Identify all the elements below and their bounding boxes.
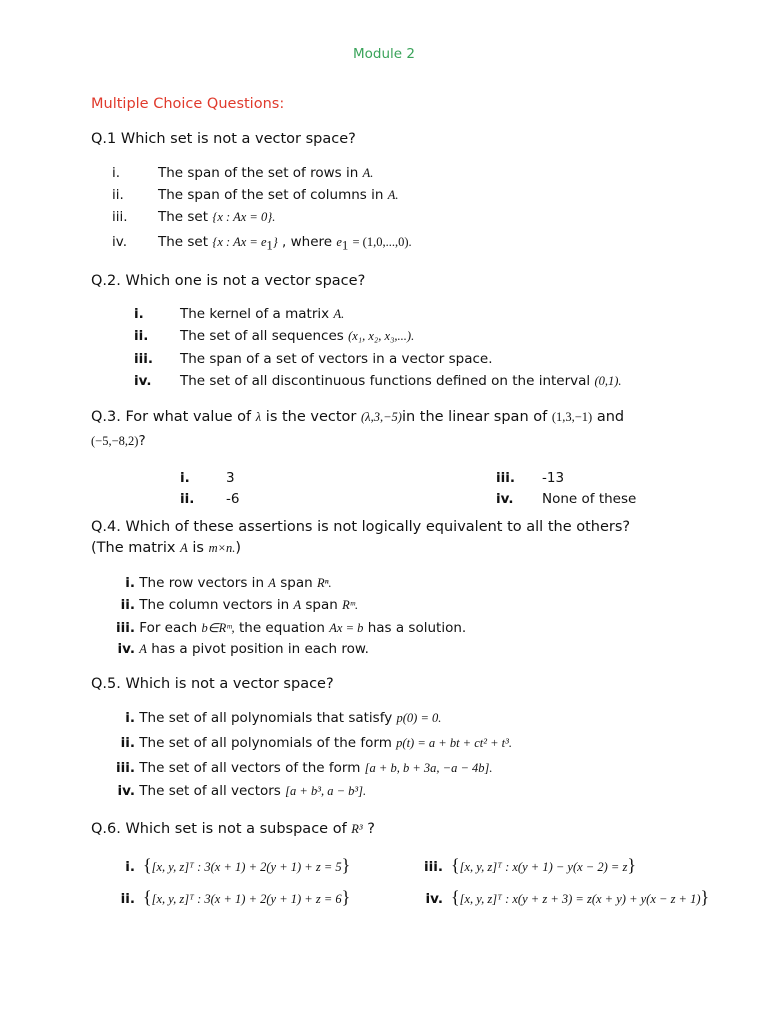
question-6 [91, 821, 375, 837]
option-math: (x₁, x₂, x₃,...). [348, 329, 415, 343]
q3-option-ii [180, 491, 239, 507]
option-number: i. [134, 306, 144, 322]
q3-option-iv [496, 491, 636, 507]
q4-text: (The matrix [91, 540, 176, 556]
option-number: i. [112, 165, 121, 181]
option-number: iv. [496, 491, 514, 507]
q6-math: R³ [351, 822, 363, 836]
question-5: Q.5. Which is not a vector space? [91, 676, 334, 692]
q5-option-iii [112, 760, 493, 776]
option-math: A. [362, 166, 374, 180]
q4-math: A [180, 541, 188, 555]
option-text: The span of the set of rows in [158, 165, 359, 181]
option-text: The set of all vectors [139, 783, 281, 799]
q6-option-ii: ii. {[x, y, z]ᵀ : 3(x + 1) + 2(y + 1) + z = 6} [112, 887, 350, 908]
option-text: The row vectors in [139, 575, 264, 591]
option-number: ii. [112, 187, 124, 203]
q1-option-ii [112, 187, 399, 203]
question-4-line2 [91, 540, 241, 556]
option-number: iv. [425, 891, 443, 907]
q1-option-i [112, 165, 373, 181]
q4-option-i [112, 575, 332, 591]
option-text: -13 [542, 470, 565, 486]
option-math: A. [387, 188, 399, 202]
q3-text: is the vector [265, 409, 357, 425]
q4-text: ) [235, 540, 242, 556]
section-heading: Multiple Choice Questions: [91, 96, 285, 112]
option-text: -6 [226, 491, 240, 507]
q3-text: ? [138, 433, 146, 449]
option-text: The kernel of a matrix [180, 306, 330, 322]
q4-option-iii [112, 620, 466, 636]
q3-text: in the linear span of [401, 409, 548, 425]
option-text: , where [282, 234, 333, 250]
option-math: [x, y, z]ᵀ : 3(x + 1) + 2(y + 1) + z = 6 [151, 892, 342, 906]
option-text: span [280, 575, 313, 591]
option-number: iii. [423, 859, 443, 875]
option-text: has a pivot position in each row. [151, 641, 369, 657]
option-math: Rⁿ. [316, 576, 332, 590]
option-text: The span of a set of vectors in a vector space. [180, 351, 493, 367]
q1-option-iv: iv. The set {x : $Ax = e_1$} , where $e_1 = (1,0,...,0)$. [112, 234, 412, 253]
option-number: ii. [120, 597, 135, 613]
option-math: A. [333, 307, 345, 321]
option-math: b∈Rᵐ, [201, 621, 235, 635]
option-number: iii. [134, 351, 154, 367]
q5-option-iv [112, 783, 366, 799]
q4-text: is [192, 540, 204, 556]
option-text: the equation [238, 620, 325, 636]
q2-option-iii [134, 351, 493, 367]
option-math: [x, y, z]ᵀ : 3(x + 1) + 2(y + 1) + z = 5 [151, 860, 342, 874]
q3-option-iii [496, 470, 564, 486]
option-math: A [293, 598, 302, 612]
option-number: iv. [117, 783, 135, 799]
option-math: [x, y, z]ᵀ : x(y + z + 3) = z(x + y) + y(x − z + 1) [459, 892, 701, 906]
option-text: The column vectors in [139, 597, 290, 613]
q3-vector: (λ,3,−5) [361, 410, 402, 424]
module-title: Module 2 [353, 46, 415, 62]
option-number: i. [125, 710, 135, 726]
option-number: iv. [134, 373, 152, 389]
q3-vector: (−5,−8,2) [91, 434, 139, 448]
option-text: The span of the set of columns in [158, 187, 384, 203]
option-text: The set of all sequences [180, 328, 344, 344]
option-number: ii. [134, 328, 149, 344]
option-math: e [336, 235, 342, 249]
question-4: Q.4. Which of these assertions is not logically equivalent to all the others? [91, 519, 631, 535]
option-math: A [139, 642, 147, 656]
q4-math: m×n. [208, 541, 236, 555]
option-number: iv. [112, 234, 127, 250]
q4-option-ii [112, 597, 358, 613]
option-text: The set [158, 209, 209, 225]
option-text: The set of all polynomials that satisfy [139, 710, 393, 726]
option-math: A [268, 576, 276, 590]
q5-option-i [112, 710, 441, 726]
option-text: The set of all vectors of the form [139, 760, 361, 776]
q3-text: and [596, 409, 625, 425]
q6-option-i: i. {[x, y, z]ᵀ : 3(x + 1) + 2(y + 1) + z = 5} [112, 855, 350, 876]
option-math: {x : Ax = e [212, 235, 267, 249]
q1-option-iii [112, 209, 275, 225]
question-3 [91, 409, 624, 425]
option-math: = (1,0,...,0). [352, 235, 412, 249]
option-number: iii. [115, 760, 135, 776]
q3-option-i [180, 470, 235, 486]
option-number: i. [125, 575, 135, 591]
option-math: (0,1). [594, 374, 622, 388]
question-2: Q.2. Which one is not a vector space? [91, 273, 366, 289]
q3-vector: (1,3,−1) [551, 410, 593, 424]
q3-lambda: λ [255, 410, 262, 424]
option-number: ii. [120, 735, 135, 751]
q3-text: Q.3. For what value of [91, 409, 252, 425]
option-number: ii. [120, 891, 135, 907]
option-number: i. [180, 470, 190, 486]
option-math: Ax = b [329, 621, 364, 635]
option-text: For each [139, 620, 198, 636]
question-1: Q.1 Which set is not a vector space? [91, 131, 356, 147]
option-text: The set of all polynomials of the form [139, 735, 392, 751]
option-math: p(0) = 0. [396, 711, 442, 725]
option-text: The set of all discontinuous functions defined on the interval [180, 373, 591, 389]
option-number: iii. [112, 209, 128, 225]
q4-option-iv [112, 641, 369, 657]
q6-option-iii: iii. {[x, y, z]ᵀ : x(y + 1) − y(x − 2) = z} [420, 855, 636, 876]
q6-text: ? [367, 821, 375, 837]
q6-text: Q.6. Which set is not a subspace of [91, 821, 347, 837]
option-text: None of these [542, 491, 637, 507]
option-number: iii. [496, 470, 516, 486]
option-math: [x, y, z]ᵀ : x(y + 1) − y(x − 2) = z [459, 860, 628, 874]
q2-option-iv [134, 373, 622, 389]
option-math: [a + b, b + 3a, −a − 4b]. [364, 761, 493, 775]
option-number: iv. [117, 641, 135, 657]
q6-option-iv: iv. {[x, y, z]ᵀ : x(y + z + 3) = z(x + y) + y(x − z + 1)} [420, 887, 709, 908]
option-math: [a + b³, a − b³]. [285, 784, 367, 798]
option-number: iii. [115, 620, 135, 636]
option-number: i. [125, 859, 135, 875]
option-text: span [305, 597, 338, 613]
option-math: Rᵐ. [342, 598, 359, 612]
option-number: ii. [180, 491, 195, 507]
option-math: {x : Ax = 0}. [212, 210, 276, 224]
q5-option-ii [112, 735, 512, 751]
question-3-line2 [91, 433, 146, 449]
option-text: 3 [226, 470, 235, 486]
q2-option-ii [134, 328, 414, 344]
q2-option-i [134, 306, 344, 322]
option-text: has a solution. [367, 620, 467, 636]
option-text: The set [158, 234, 209, 250]
option-math: p(t) = a + bt + ct² + t³. [396, 736, 513, 750]
